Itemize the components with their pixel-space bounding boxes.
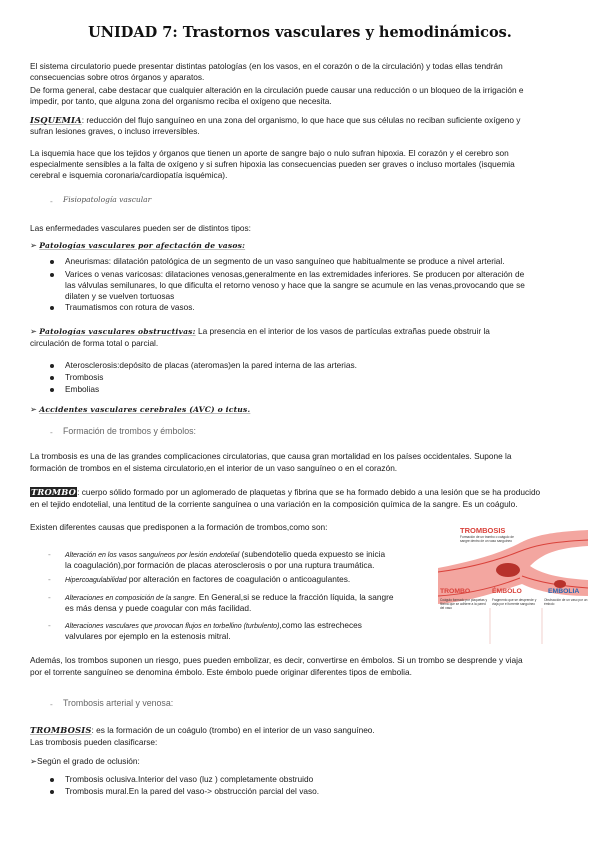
section-trombosis-arterial: Trombosis arterial y venosa: [63,698,174,708]
intro-line-4: impedir, por tanto, que alguna zona del organismo reciba el oxígeno que necesita. [30,96,332,106]
bullet-icon [50,306,54,310]
bullet-icon [50,376,54,380]
trombo-def: : cuerpo sólido formado por un aglomerado de plaquetas y fibrina que se ha formado debido a una lesión que se ha producido [77,487,541,497]
vasos-item-aneurismas: Aneurismas: dilatación patológica de un segmento de un vaso sanguíneo que habitualmente se produce a nivel arterial. [65,256,505,266]
trombosis-p-line-1: La trombosis es una de las grandes complicaciones circulatorias, que causa gran mortalidad en los países occidentales. Supone la [30,451,512,461]
embolo-p-line-1: Además, los trombos suponen un riesgo, pues pueden embolizar, es decir, convertirse en émbolos. Si un trombo se desprende y viaja [30,655,523,665]
trombosis-def-line-2: Las trombosis pueden clasificarse: [30,737,158,747]
bullet-icon [50,388,54,392]
thrombosis-diagram [438,526,588,644]
embolo-p-line-2: por el torrente sanguíneo se denomina émbolo. Este émbolo puede originar diferentes tipos de embolia. [30,667,412,677]
bullet-icon [50,273,54,277]
diagram-embolo-label: ÉMBOLO [492,588,522,595]
bullet-icon [50,364,54,368]
isquemia-p2-line-2: especialmente sensibles a la falta de oxígeno y si sufren hipoxia las consecuencias pueden ser graves o incluso mortales (isquemia [30,159,515,169]
trombo-line-2: en el tejido endotelial, una lentitud de la corriente sanguínea o una variación en la composición química de la sangre. Es un coágulo. [30,499,518,509]
causa-1-line-2: la coagulación),por formación de placas aterosclerosis o por una ruptura traumática. [65,560,375,570]
diagram-trombo-label: TROMBO [440,588,471,595]
trombosis-term: TROMBOSIS [30,725,92,735]
bullet-icon [50,790,54,794]
vasos-item-varices-2: las válvulas semilunares, lo que dificulta el retorno venoso y hace que la sangre se acumule en las venas,provocando que se [65,280,525,290]
list-dash: - [48,592,51,602]
section-dash: - [50,196,53,206]
intro-line-2: consecuencias sobre otros órganos y aparatos. [30,72,205,82]
bullet-icon [50,778,54,782]
diagram-embolia-label: EMBOLIA [548,588,580,595]
obstructivas-text: La presencia en el interior de los vasos de partículas extrañas puede obstruir la [195,326,490,336]
vasos-item-varices-3: dilaten y se vuelven tortuosas [65,291,175,301]
arrow-icon: ➢ [30,404,37,414]
isquemia-p2-line-3: cerebral e isquemia coronaria/cardiopatía isquémica). [30,170,228,180]
vasos-heading [30,240,245,252]
trombosis-def-text: : es la formación de un coágulo (trombo) en el interior de un vaso sanguíneo. [91,725,375,735]
obstructivas-item-trombosis: Trombosis [65,372,104,382]
causa-3-text: En General,si se reduce la fracción líquida, la sangre [196,592,394,602]
diagram-trombo-caption: Coágulo formado por plaquetas y fibrina que se adhiere a la pared del vaso [440,598,488,610]
vasos-item-traumatismos: Traumatismos con rotura de vasos. [65,302,195,312]
section-dash: - [50,699,53,709]
intro-line-1: El sistema circulatorio puede presentar distintas patologías (en los vasos, en el corazón o de la circulación) y todas ellas tendrán [30,61,503,71]
list-dash: - [48,549,51,559]
causa-2-italic: Hipercoagulabilidad [65,577,127,584]
list-dash: - [48,574,51,584]
intro-line-3: De forma general, cabe destacar que cualquier alteración en la circulación puede causar una reducción o un bloqueo de la irrigación e [30,85,524,95]
vasos-heading-text: Patologías vasculares por afectación de vasos: [39,241,246,250]
enfermedades-intro: Las enfermedades vasculares pueden ser de distintos tipos: [30,223,251,233]
obstructivas-head: Patologías vasculares obstructivas: [39,327,196,336]
vasos-item-varices-1: Varices o venas varicosas: dilataciones venosas,generalmente en las extremidades inferiores. Se producen por alteración de [65,269,525,279]
section-formacion: Formación de trombos y émbolos: [63,426,196,436]
section-dash: - [50,427,53,437]
section-fisiopatologia: Fisiopatología vascular [63,195,152,204]
causa-1-text: (subendotelio queda expuesto se inicia [239,549,386,559]
causa-4-italic: Alteraciones vasculares que provocan flujos en torbellino (turbulento) [65,623,280,630]
isquemia-p2-line-1: La isquemia hace que los tejidos y órganos que tienen un aporte de sangre bajo o nulo sufran hipoxia. El corazón y el cerebro son [30,148,509,158]
causa-2-line [65,574,350,587]
causa-3-line-2: es más densa y puede coagular con más facilidad. [65,603,252,613]
isquemia-line-2: sufran lesiones graves, o incluso irreversibles. [30,126,200,136]
obstructivas-item-aterosclerosis: Aterosclerosis:depósito de placas (ateromas)en la pared interna de las arterias. [65,360,357,370]
causa-1-italic: Alteración en los vasos sanguíneos por lesión endotelial [65,552,240,559]
accidentes-text: Accidentes vasculares cerebrales (AVC) o ictus. [39,405,251,414]
trombosis-p-line-2: formación de trombos en el sistema circulatorio,en el interior de un vaso sanguíneo o en el corazón. [30,463,398,473]
oclusion-heading [30,756,140,767]
causa-4-line-2: valvulares por ejemplo en la estenosis mitral. [65,631,231,641]
oclusion-item-mural: Trombosis mural.En la pared del vaso-> obstrucción parcial del vaso. [65,786,320,796]
diagram-trombosis-label: TROMBOSIS [460,526,506,535]
bullet-icon [50,260,54,264]
page-title: UNIDAD 7: Trastornos vasculares y hemodinámicos. [88,24,512,41]
embolus-shape [554,580,566,588]
arrow-icon: ➢ [30,240,37,250]
causa-3-italic: Alteraciones en composición de la sangre. [65,595,197,602]
oclusion-item-oclusiva: Trombosis oclusiva.Interior del vaso (luz ) completamente obstruido [65,774,314,784]
trombosis-def-line-1 [30,725,375,736]
causa-2-text: por alteración en factores de coagulación o anticoagulantes. [126,574,351,584]
causa-4-text: ,como las estrecheces [279,620,362,630]
obstructivas-line-2: circulación de forma total o parcial. [30,338,159,348]
trombo-term: TROMBO [31,487,77,497]
diagram-embolo-caption: Fragmento que se desprende y viaja por el torrente sanguíneo [492,598,537,606]
trombo-line-1 [30,487,540,498]
accidentes-heading [30,404,250,416]
arrow-icon: ➢ [30,756,37,766]
isquemia-def: : reducción del flujo sanguíneo en una zona del organismo, lo que hace que sus células no reciban suficiente oxígeno y [81,115,521,125]
isquemia-line-1 [30,115,520,126]
clot-shape [496,563,520,577]
diagram-embolia-caption: Obstrucción de un vaso por un émbolo [544,598,588,606]
arrow-icon: ➢ [30,326,37,336]
vessel-illustration [438,526,588,644]
isquemia-term: ISQUEMIA [30,115,82,125]
oclusion-text: Según el grado de oclusión: [36,756,140,766]
diagram-trombosis-caption: Formación de un trombo o coágulo de sangre dentro de un vaso sanguíneo [460,535,514,543]
list-dash: - [48,620,51,630]
causas-intro: Existen diferentes causas que predisponen a la formación de trombos,como son: [30,522,328,532]
obstructivas-item-embolias: Embolias [65,384,100,394]
obstructivas-line-1 [30,326,490,338]
